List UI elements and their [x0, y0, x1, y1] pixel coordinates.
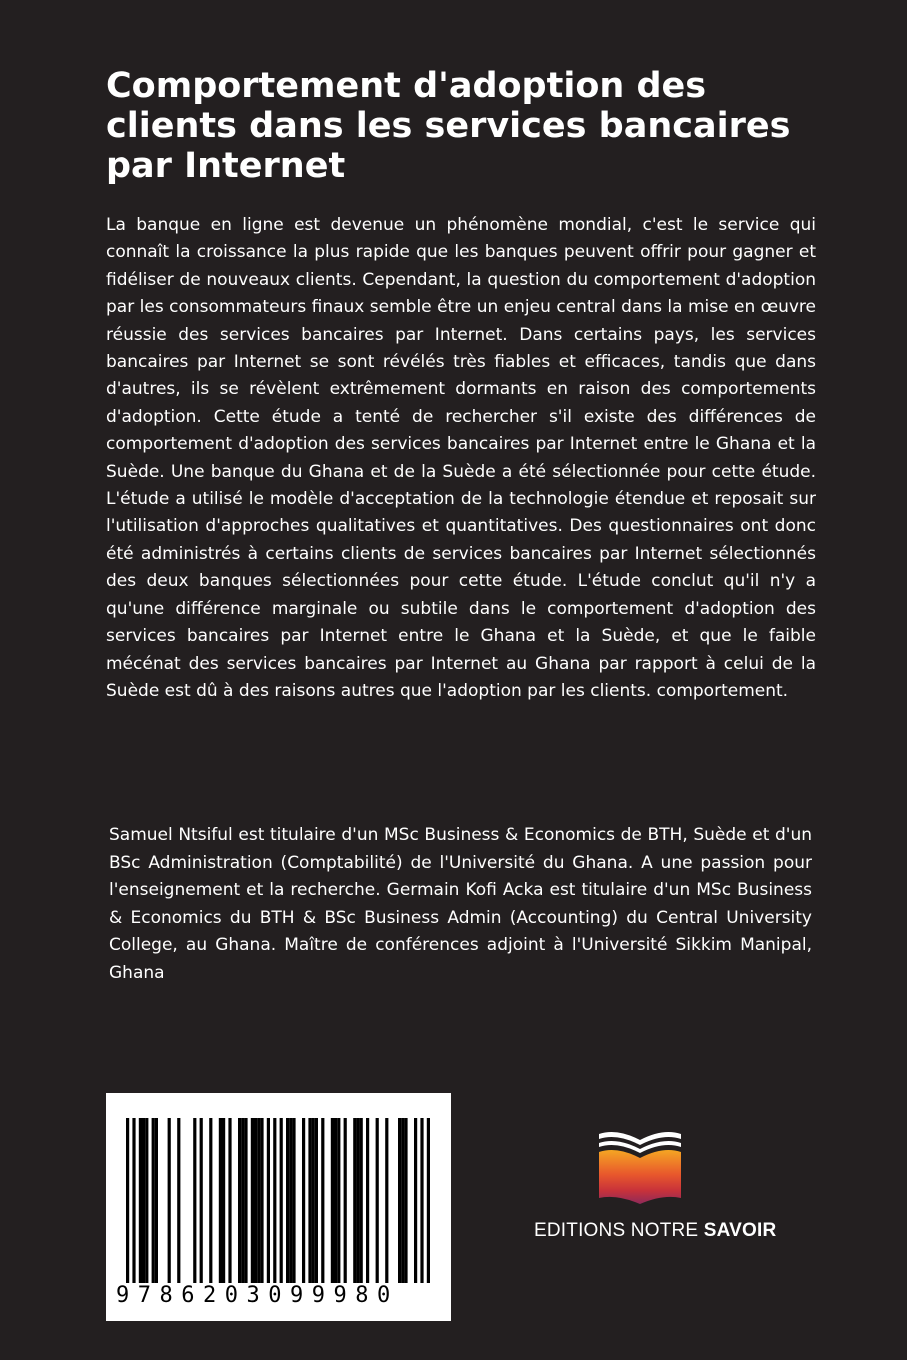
barcode-bar — [308, 1118, 311, 1283]
barcode-bar — [219, 1118, 222, 1283]
author-bio: Samuel Ntsiful est titulaire d'un MSc Business & Economics de BTH, Suède et d'un BSc Administration (Comptabilité) de l'Université du Ghana. A une passion pour l'enseignement et la recherche. Germain Kofi Acka est titulaire d'un MSc Business & Economics du BTH & BSc Business Admin (Accounting) du Central University College, au Ghana. Maître de conférences adjoint à l'Université Sikkim Manipal, Ghana — [109, 825, 812, 983]
publisher-name — [534, 1220, 777, 1242]
isbn-barcode — [106, 1093, 451, 1321]
barcode-bar — [344, 1118, 347, 1283]
barcode-bar — [222, 1118, 225, 1283]
barcode-bar — [366, 1118, 369, 1283]
barcode-bar — [280, 1118, 283, 1283]
barcode-bar — [200, 1118, 203, 1283]
publisher-name-bold: SAVOIR — [703, 1220, 777, 1241]
barcode-bar — [420, 1118, 423, 1283]
publisher-name-regular: EDITIONS NOTRE — [534, 1220, 704, 1241]
barcode-bar — [228, 1118, 231, 1283]
barcode-bar — [177, 1118, 180, 1283]
barcode-bar — [142, 1118, 145, 1283]
barcode-bar — [292, 1118, 295, 1283]
barcode-bar — [315, 1118, 318, 1283]
barcode-bar — [126, 1118, 129, 1283]
barcode-bar — [356, 1118, 359, 1283]
barcode-bar — [404, 1118, 407, 1283]
barcode-bar — [286, 1118, 289, 1283]
barcode-bar — [241, 1118, 244, 1283]
barcode-bar — [168, 1118, 171, 1283]
barcode-bar — [238, 1118, 241, 1283]
barcode-bar — [334, 1118, 337, 1283]
barcode-bar — [267, 1118, 270, 1283]
barcode-bar — [427, 1118, 430, 1283]
barcode-bar — [353, 1118, 356, 1283]
barcode-bar — [254, 1118, 257, 1283]
barcode-bar — [331, 1118, 334, 1283]
barcode-bar — [401, 1118, 404, 1283]
barcode-bar — [302, 1118, 305, 1283]
barcode-bar — [152, 1118, 155, 1283]
isbn-number: 9786203099980 — [116, 1283, 399, 1308]
barcode-bar — [260, 1118, 263, 1283]
barcode-bar — [312, 1118, 315, 1283]
publisher-logo — [520, 1130, 777, 1250]
barcode-bar — [273, 1118, 276, 1283]
barcode-bar — [414, 1118, 417, 1283]
barcode-bar — [321, 1118, 324, 1283]
barcode-bar — [193, 1118, 196, 1283]
barcode-bar — [337, 1118, 340, 1283]
book-summary: La banque en ligne est devenue un phénomène mondial, c'est le service qui connaît la croissance la plus rapide que les banques peuvent offrir pour gagner et fidéliser de nouveaux clients. Cependant, la question du comportement d'adoption par les consommateurs finaux semble être un enjeu central dans la mise en œuvre réussie des services bancaires par Internet. Dans certains pays, les services bancaires par Internet se sont révélés très fiables et efficaces, tandis que dans d'autres, ils se révèlent extrêmement dormants en raison des comportements d'adoption. Cette étude a tenté de rechercher s'il existe des différences de comportement d'adoption des services bancaires par Internet entre le Ghana et la Suède. Une banque du Ghana et de la Suède a été sélectionnée pour cette étude. L'étude a utilisé le modèle d'acceptation de la technologie étendue et reposait sur l'utilisation d'approches qualitatives et quantitatives. Des questionnaires ont donc été administrés à certains clients de services bancaires par Internet sélectionnés des deux banques sélectionnées pour cette étude. L'étude conclut qu'il n'y a qu'une différence marginale ou subtile dans le comportement d'adoption des services bancaires par Internet entre le Ghana et la Suède, et que le faible mécénat des services bancaires par Internet au Ghana par rapport à celui de la Suède est dû à des raisons autres que l'adoption par les clients. comportement. — [106, 215, 816, 701]
barcode-bar — [398, 1118, 401, 1283]
barcode-bar — [244, 1118, 247, 1283]
barcode-bar — [145, 1118, 148, 1283]
barcode-bar — [289, 1118, 292, 1283]
barcode-bar — [376, 1118, 379, 1283]
barcode-bar — [360, 1118, 363, 1283]
barcode-bar — [132, 1118, 135, 1283]
barcode-bar — [139, 1118, 142, 1283]
barcode-bar — [251, 1118, 254, 1283]
barcode-bar — [155, 1118, 158, 1283]
open-book-icon — [595, 1130, 685, 1210]
barcode-bar — [385, 1118, 388, 1283]
book-title: Comportement d'adoption des clients dans les services bancaires par Internet — [106, 66, 791, 186]
barcode-bar — [209, 1118, 212, 1283]
barcode-bar — [257, 1118, 260, 1283]
